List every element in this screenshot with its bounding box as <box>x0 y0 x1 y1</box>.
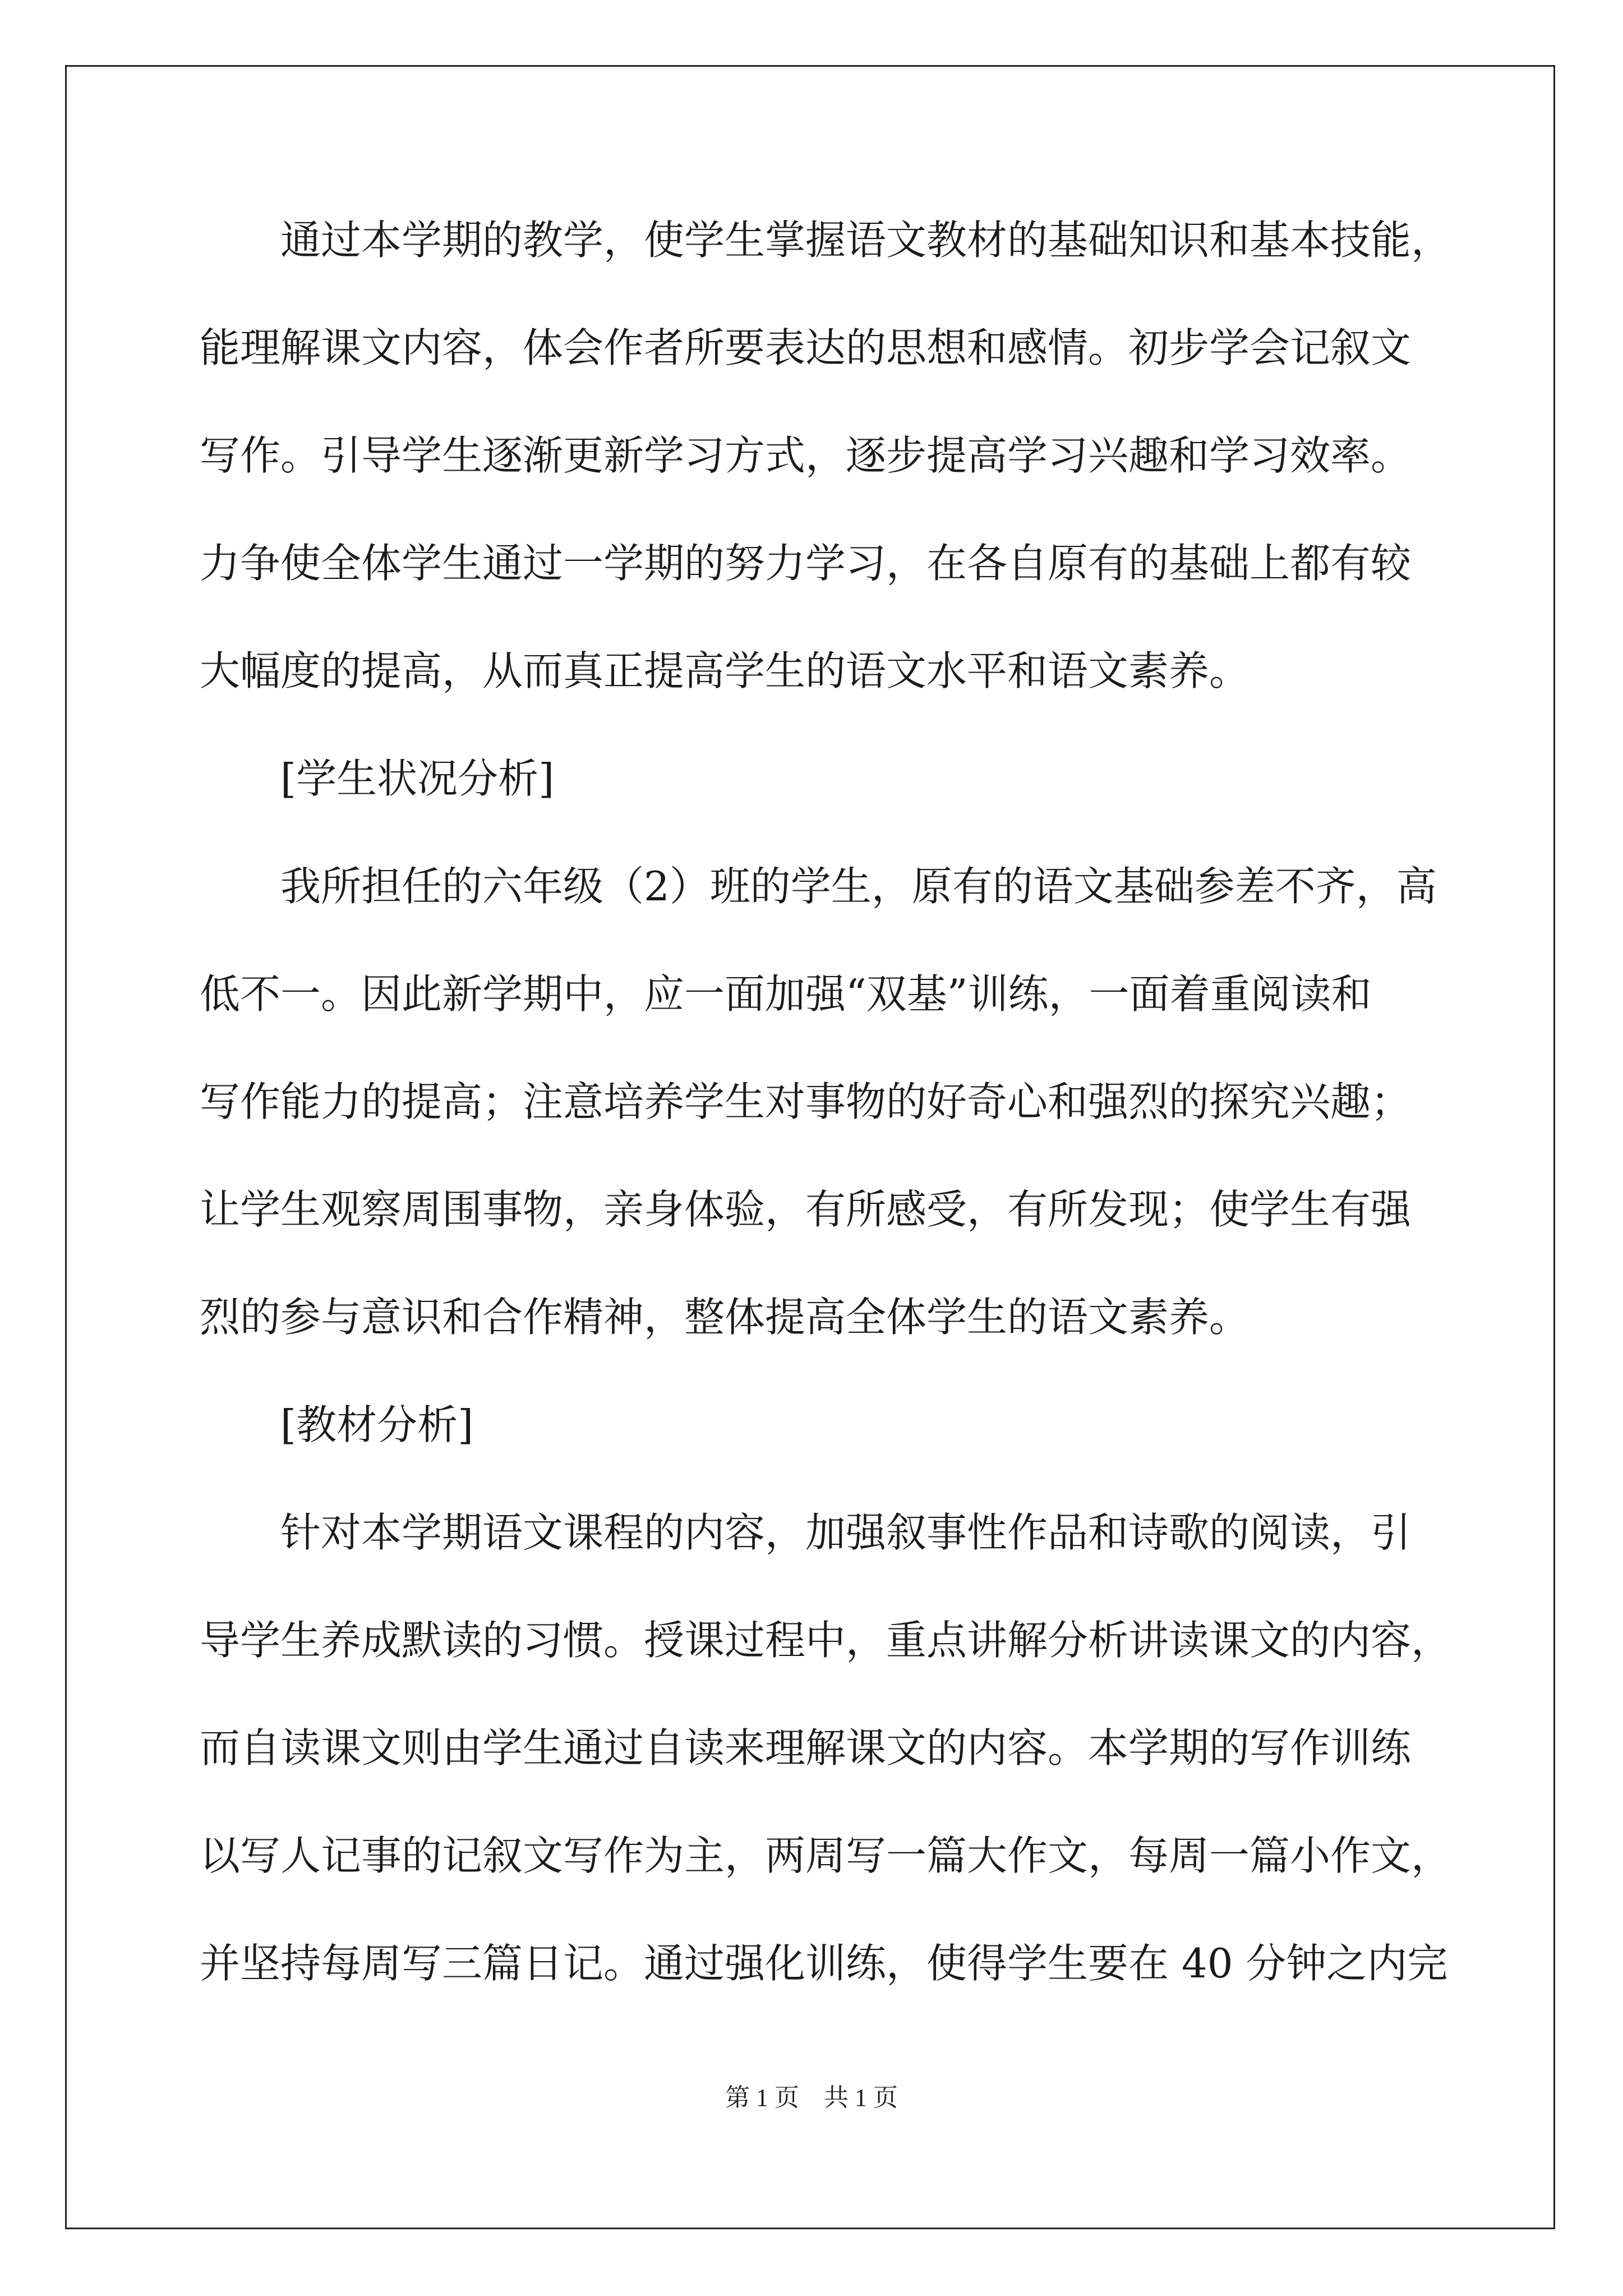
paragraph-1-line-2: 能理解课文内容，体会作者所要表达的思想和感情。初步学会记叙文 <box>200 324 1412 371</box>
paragraph-1-line-5: 大幅度的提高，从而真正提高学生的语文水平和语文素养。 <box>200 647 1250 694</box>
paragraph-2-line-1: 我所担任的六年级（2）班的学生，原有的语文基础参差不齐，高 <box>280 863 1437 910</box>
paragraph-1-line-1: 通过本学期的教学，使学生掌握语文教材的基础知识和基本技能， <box>280 217 1452 264</box>
paragraph-3-line-3: 而自读课文则由学生通过自读来理解课文的内容。本学期的写作训练 <box>200 1724 1412 1772</box>
paragraph-2-line-5: 烈的参与意识和合作精神，整体提高全体学生的语文素养。 <box>200 1294 1250 1341</box>
section-heading-textbook-analysis: [教材分析] <box>280 1401 474 1448</box>
paragraph-3-line-2: 导学生养成默读的习惯。授课过程中，重点讲解分析讲读课文的内容， <box>200 1617 1452 1664</box>
section-heading-student-analysis: [学生状况分析] <box>280 755 555 802</box>
paragraph-2-line-3: 写作能力的提高；注意培养学生对事物的好奇心和强烈的探究兴趣； <box>200 1078 1412 1125</box>
page-number-footer: 第 1 页 共 1 页 <box>725 2084 898 2111</box>
page-border <box>65 65 1555 2229</box>
paragraph-2-line-2: 低不一。因此新学期中，应一面加强“双基”训练，一面着重阅读和 <box>200 970 1372 1018</box>
paragraph-3-line-1: 针对本学期语文课程的内容，加强叙事性作品和诗歌的阅读，引 <box>280 1509 1412 1556</box>
paragraph-1-line-4: 力争使全体学生通过一学期的努力学习，在各自原有的基础上都有较 <box>200 540 1412 587</box>
paragraph-3-line-4: 以写人记事的记叙文写作为主，两周写一篇大作文，每周一篇小作文， <box>200 1832 1452 1879</box>
paragraph-3-line-5: 并坚持每周写三篇日记。通过强化训练，使得学生要在 40 分钟之内完 <box>200 1940 1448 1987</box>
paragraph-1-line-3: 写作。引导学生逐渐更新学习方式，逐步提高学习兴趣和学习效率。 <box>200 432 1412 479</box>
paragraph-2-line-4: 让学生观察周围事物，亲身体验，有所感受，有所发现；使学生有强 <box>200 1186 1412 1233</box>
